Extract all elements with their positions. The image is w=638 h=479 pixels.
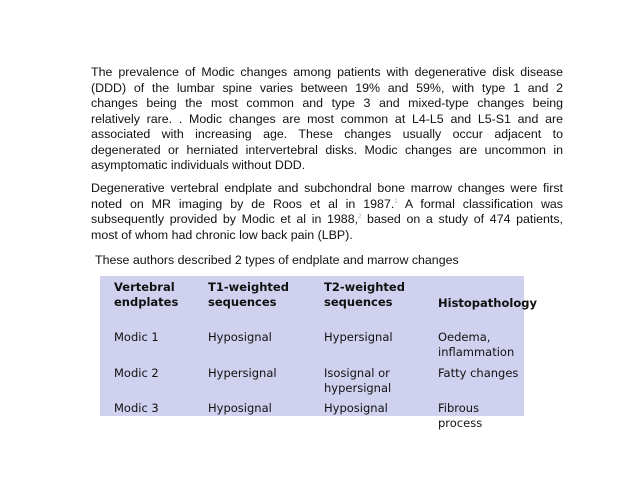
text-line (91, 212, 563, 228)
text-line: (DDD) of the lumbar spine varies between 19% and 59%, with type 1 and 2 (91, 80, 563, 95)
text-segment: noted on MR imaging by de Roos et al in 1987. (91, 196, 395, 211)
text-line: asymptomatic individuals without DDD. (91, 158, 306, 172)
text-segment: A formal classification was (397, 196, 563, 211)
row-modic-3-t2: Hyposignal (324, 401, 388, 415)
header-text: sequences (324, 295, 393, 309)
cell-text: inflammation (438, 345, 515, 359)
header-text: sequences (208, 295, 277, 309)
paragraph-prevalence (91, 65, 563, 174)
row-modic-1-t1: Hyposignal (208, 330, 272, 344)
header-t1-weighted (208, 280, 289, 310)
paragraph-history (91, 181, 563, 243)
text-segment: based on a study of 474 patients, (361, 212, 563, 226)
text-segment: subsequently provided by Modic et al in 1988, (91, 212, 359, 226)
text-line: degenerated or herniated intervertebral disks. Modic changes are uncommon in (91, 142, 563, 157)
modic-classification-table (100, 276, 537, 430)
row-modic-3-t1: Hyposignal (208, 401, 272, 415)
reference-marker[interactable]: 2 (358, 213, 362, 220)
row-modic-3-histopathology: Fibrous process (438, 401, 483, 430)
text-line: Degenerative vertebral endplate and subchondral bone marrow changes were first (91, 181, 563, 195)
cell-text: hypersignal (324, 381, 392, 395)
reference-marker[interactable]: 1 (394, 198, 398, 205)
row-modic-2-t1: Hypersignal (208, 366, 277, 380)
row-modic-1-t2: Hypersignal (324, 330, 393, 344)
header-vertebral-endplates (114, 280, 178, 310)
header-t2-weighted (324, 280, 405, 310)
cell-text: Isosignal or (324, 366, 390, 380)
row-modic-1-histopathology (438, 330, 514, 360)
text-line: changes being the most common and type 3 and mixed-type changes being (91, 96, 563, 110)
text-line: The prevalence of Modic changes among patients with degenerative disk disease (91, 65, 563, 79)
table-intro-text: These authors described 2 types of endplate and marrow changes (95, 253, 459, 267)
row-modic-3-endplate: Modic 3 (114, 401, 159, 415)
text-line (91, 197, 563, 213)
header-text: T2-weighted (324, 280, 405, 294)
cell-text: Oedema, (438, 330, 491, 344)
row-modic-2-histopathology: Fatty changes (438, 366, 519, 380)
header-text: T1-weighted (208, 280, 289, 294)
header-text: Vertebral (114, 280, 175, 294)
row-modic-2-endplate: Modic 2 (114, 366, 159, 380)
row-modic-1-endplate: Modic 1 (114, 330, 159, 344)
text-line: relatively rare. . Modic changes are most common at L4-L5 and L5-S1 and are (91, 111, 563, 126)
header-histopathology: Histopathology (438, 296, 537, 310)
text-line: associated with increasing age. These changes usually occur adjacent to (91, 127, 563, 141)
row-modic-2-t2 (324, 366, 391, 396)
header-text: endplates (114, 295, 179, 309)
text-line: most of whom had chronic low back pain (LBP). (91, 227, 353, 242)
